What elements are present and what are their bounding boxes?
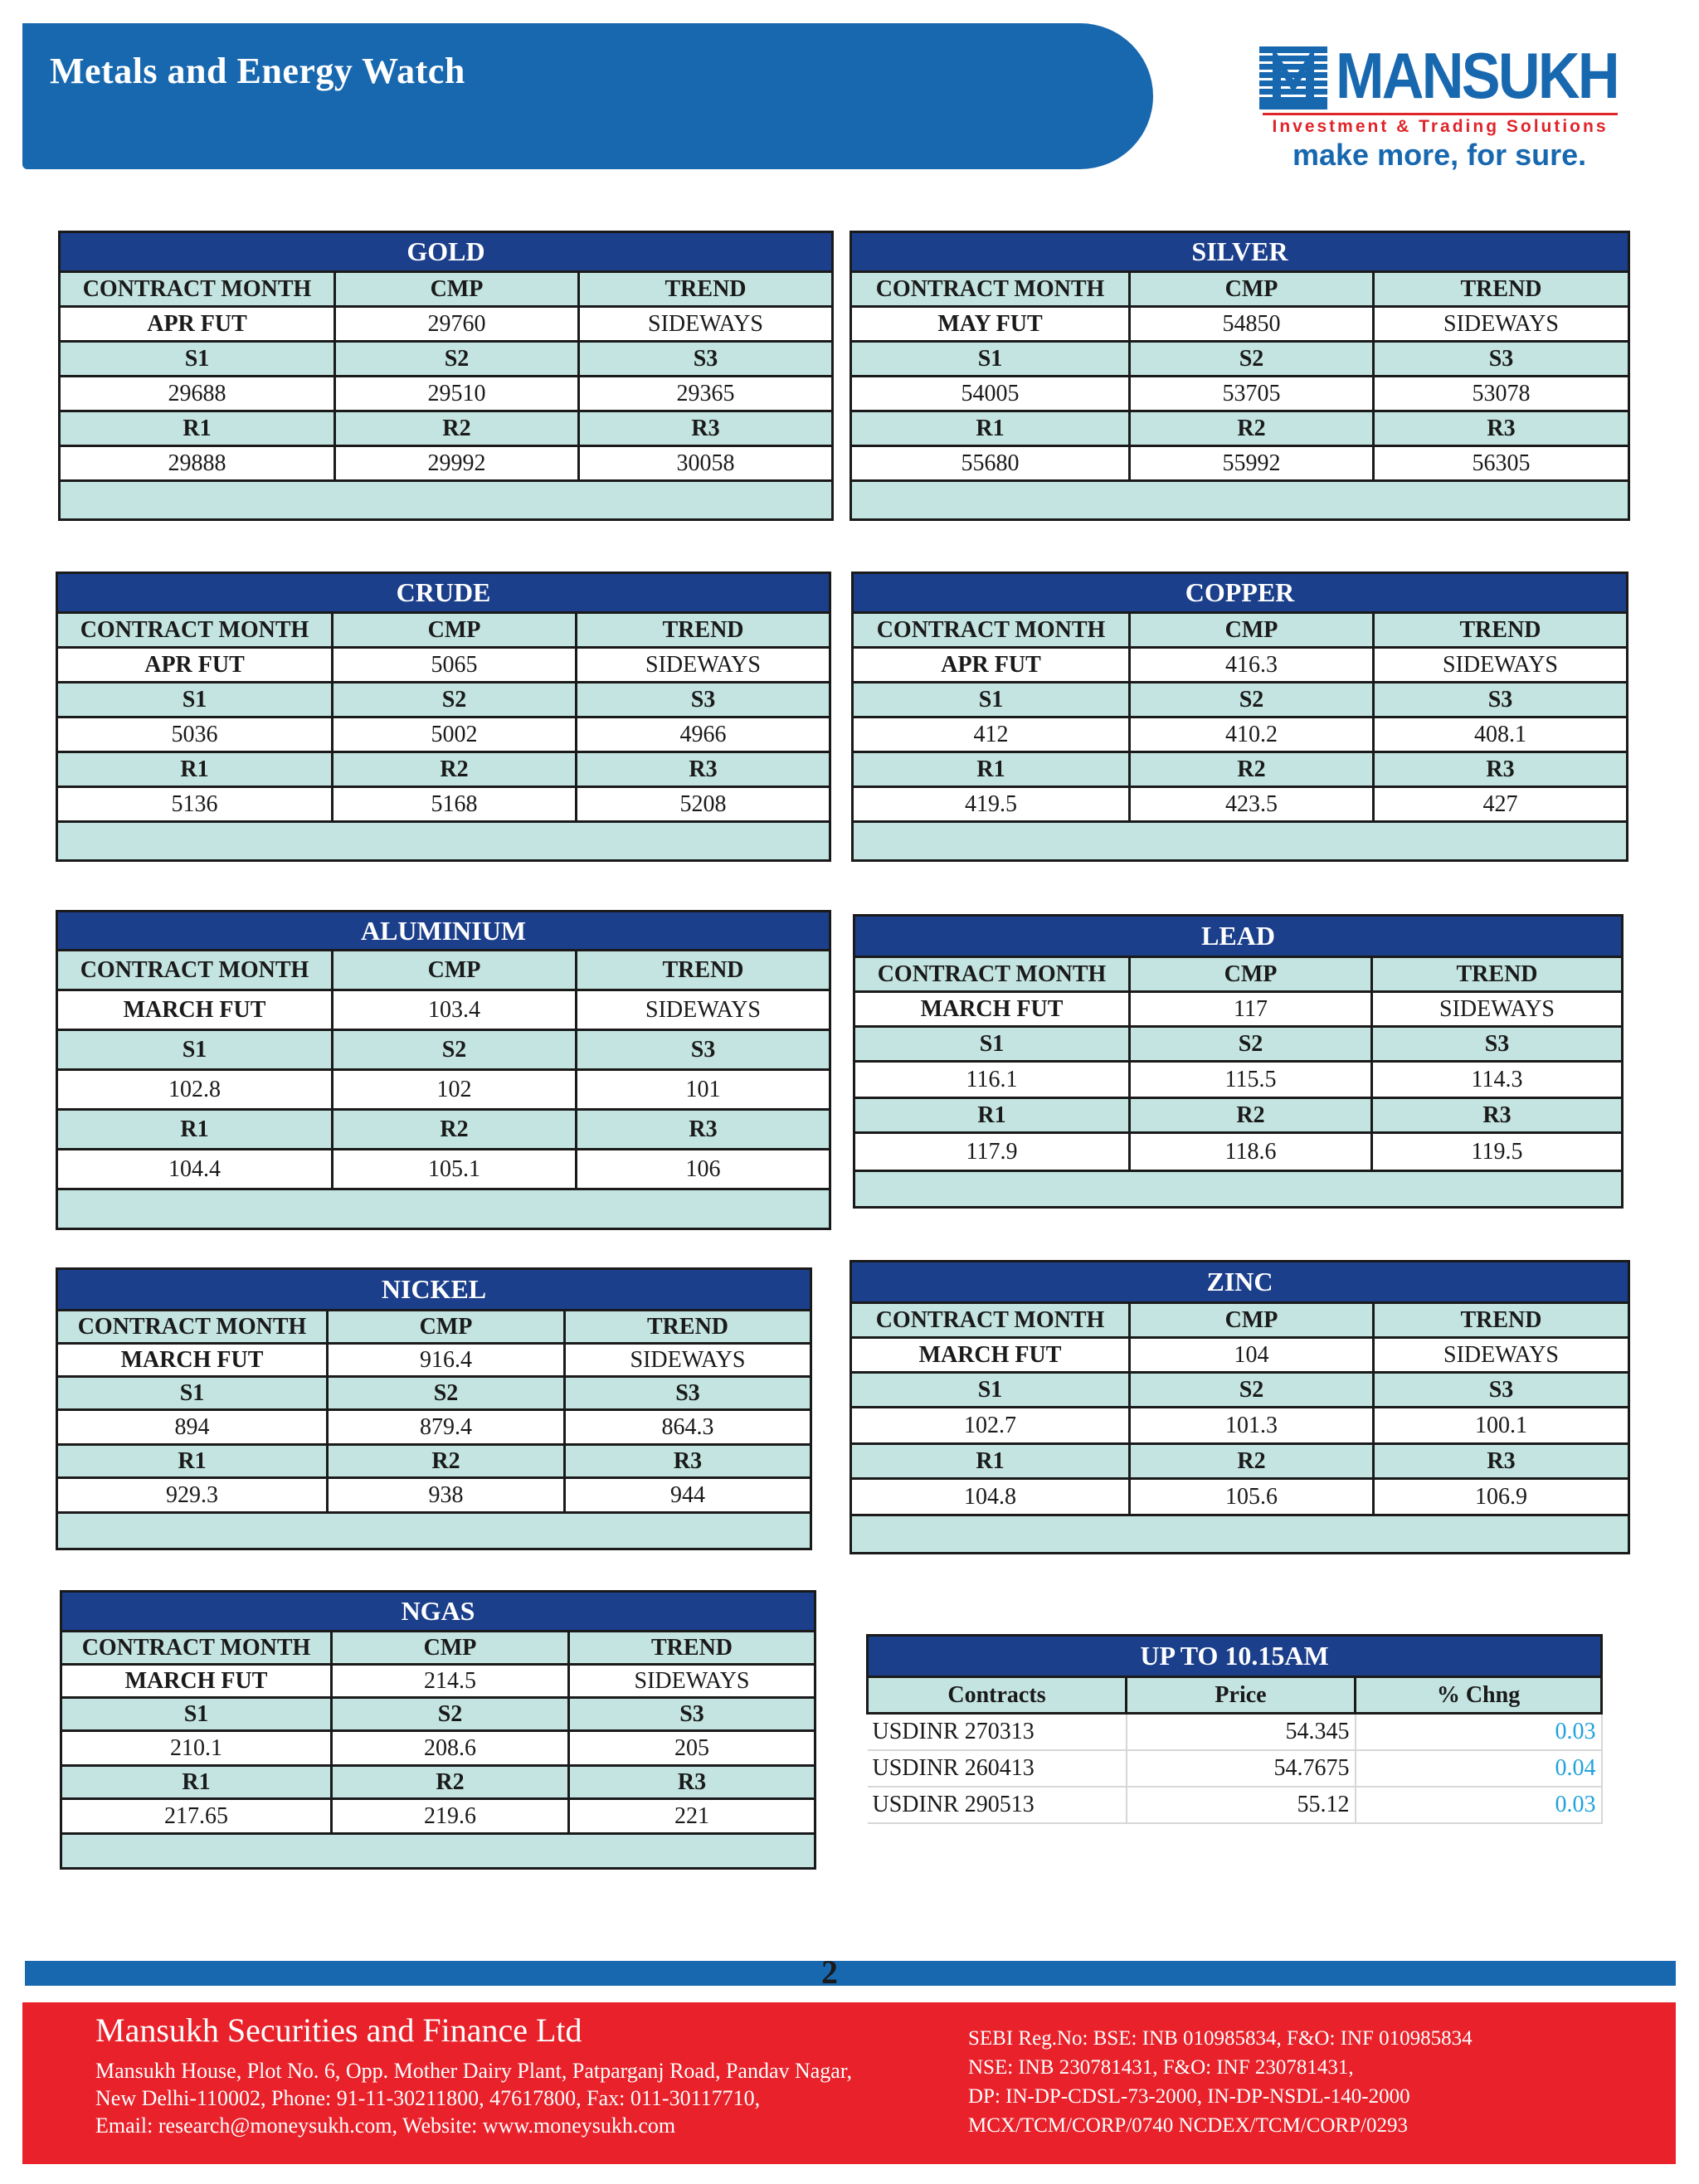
col-header-cmp: CMP — [1130, 1303, 1374, 1338]
table-row — [57, 1030, 830, 1070]
table-row — [60, 272, 833, 307]
col-header-s3: S3 — [577, 683, 830, 717]
col-header-r2: R2 — [1130, 1098, 1372, 1133]
cmp-value: 916.4 — [328, 1344, 565, 1377]
table-row — [57, 1311, 811, 1344]
change-cell: 0.04 — [1356, 1750, 1602, 1787]
s2-value: 5002 — [333, 717, 577, 752]
table-row — [60, 307, 833, 342]
s3-value: 205 — [569, 1731, 815, 1766]
copper-table — [851, 572, 1628, 862]
col-header-s1: S1 — [60, 342, 335, 377]
s2-value: 102 — [333, 1070, 577, 1110]
col-header-cmp: CMP — [333, 613, 577, 648]
col-header-contract-month: CONTRACT MONTH — [854, 957, 1130, 992]
r2-value: 55992 — [1130, 446, 1374, 481]
col-header-contract-month: CONTRACT MONTH — [851, 272, 1130, 307]
col-header-s1: S1 — [853, 683, 1130, 717]
r3-value: 221 — [569, 1799, 815, 1834]
r3-value: 30058 — [579, 446, 833, 481]
col-header-price: Price — [1127, 1677, 1356, 1714]
table-row — [851, 342, 1629, 377]
s3-value: 408.1 — [1374, 717, 1628, 752]
r2-value: 29992 — [335, 446, 579, 481]
s1-value: 5036 — [57, 717, 333, 752]
col-header-r2: R2 — [328, 1445, 565, 1478]
r2-value: 118.6 — [1130, 1133, 1372, 1171]
contract-month-value: MAY FUT — [851, 307, 1130, 342]
col-header-s1: S1 — [57, 1030, 333, 1070]
col-header-trend: TREND — [1374, 272, 1629, 307]
table-footer-row — [57, 822, 830, 861]
s3-value: 101 — [577, 1070, 830, 1110]
table-row — [57, 1070, 830, 1110]
col-header-cmp: CMP — [1130, 957, 1372, 992]
col-header-s1: S1 — [57, 683, 333, 717]
col-header-s1: S1 — [57, 1377, 328, 1410]
col-header-r1: R1 — [57, 752, 333, 787]
price-cell: 54.7675 — [1127, 1750, 1356, 1787]
table-footer-row — [61, 1834, 815, 1869]
col-header-s3: S3 — [1372, 1027, 1623, 1062]
s3-value: 864.3 — [565, 1410, 811, 1445]
header-band — [22, 23, 1153, 169]
table-row — [851, 1338, 1629, 1373]
col-header-r3: R3 — [1374, 752, 1628, 787]
footer-reg-line: MCX/TCM/CORP/0740 NCDEX/TCM/CORP/0293 — [968, 2114, 1408, 2137]
r2-value: 938 — [328, 1478, 565, 1513]
s3-value: 100.1 — [1374, 1408, 1629, 1444]
table-row — [61, 1731, 815, 1766]
col-header-s2: S2 — [1130, 1027, 1372, 1062]
col-header-r3: R3 — [579, 411, 833, 446]
table-row — [851, 411, 1629, 446]
contract-month-value: APR FUT — [853, 648, 1130, 683]
col-header-s3: S3 — [1374, 683, 1628, 717]
table-row — [854, 1098, 1623, 1133]
col-header-trend: TREND — [569, 1632, 815, 1665]
footer-company: Mansukh Securities and Finance Ltd — [95, 2011, 582, 2049]
r1-value: 55680 — [851, 446, 1130, 481]
table-footer-row — [854, 1171, 1623, 1208]
s1-value: 116.1 — [854, 1062, 1130, 1098]
table-row — [851, 446, 1629, 481]
s3-value: 53078 — [1374, 377, 1629, 411]
col-header-r3: R3 — [569, 1766, 815, 1799]
col-header-r2: R2 — [335, 411, 579, 446]
r2-value: 219.6 — [332, 1799, 569, 1834]
contract-month-value: APR FUT — [57, 648, 333, 683]
contract-month-value: APR FUT — [60, 307, 335, 342]
col-header-r3: R3 — [565, 1445, 811, 1478]
col-header-r2: R2 — [332, 1766, 569, 1799]
s3-value: 4966 — [577, 717, 830, 752]
table-row — [61, 1665, 815, 1698]
table-row — [57, 1344, 811, 1377]
lead-table-title: LEAD — [854, 916, 1623, 957]
aluminium-table-title: ALUMINIUM — [57, 912, 830, 951]
col-header-r3: R3 — [577, 1110, 830, 1150]
zinc-table — [850, 1260, 1630, 1554]
s1-value: 102.7 — [851, 1408, 1130, 1444]
trend-value: SIDEWAYS — [577, 990, 830, 1030]
s1-value: 29688 — [60, 377, 335, 411]
trend-value: SIDEWAYS — [569, 1665, 815, 1698]
col-header-trend: TREND — [565, 1311, 811, 1344]
gold-table-title: GOLD — [60, 232, 833, 272]
table-row — [57, 613, 830, 648]
footer-address — [95, 2057, 852, 2139]
col-header-r1: R1 — [57, 1445, 328, 1478]
col-header-r3: R3 — [1374, 1444, 1629, 1479]
col-header-cmp: CMP — [1130, 272, 1374, 307]
cmp-value: 29760 — [335, 307, 579, 342]
table-footer-row — [851, 1515, 1629, 1554]
col-header-s2: S2 — [328, 1377, 565, 1410]
col-header-s2: S2 — [1130, 683, 1374, 717]
table-row — [61, 1632, 815, 1665]
table-row — [854, 1133, 1623, 1171]
col-header-trend: TREND — [579, 272, 833, 307]
table-footer-row — [57, 1189, 830, 1229]
page-number-bar — [25, 1961, 1676, 1986]
table-row — [851, 1373, 1629, 1408]
silver-table — [850, 231, 1630, 521]
footer — [22, 2002, 1676, 2164]
footer-reg-line: NSE: INB 230781431, F&O: INF 230781431, — [968, 2056, 1354, 2079]
table-row — [851, 1444, 1629, 1479]
col-header-r2: R2 — [1130, 411, 1374, 446]
contract-month-value: MARCH FUT — [57, 1344, 328, 1377]
col-header-s1: S1 — [61, 1698, 332, 1731]
col-header-r2: R2 — [1130, 1444, 1374, 1479]
col-header-contracts: Contracts — [868, 1677, 1127, 1714]
table-row — [854, 957, 1623, 992]
table-row — [868, 1750, 1602, 1787]
col-header-s2: S2 — [333, 1030, 577, 1070]
page-title: Metals and Energy Watch — [50, 51, 465, 91]
s1-value: 894 — [57, 1410, 328, 1445]
table-row — [57, 648, 830, 683]
contract-month-value: MARCH FUT — [851, 1338, 1130, 1373]
change-cell: 0.03 — [1356, 1714, 1602, 1750]
cmp-value: 103.4 — [333, 990, 577, 1030]
col-header-trend: TREND — [1372, 957, 1623, 992]
brand-tagline: make more, for sure. — [1293, 138, 1587, 172]
r3-value: 944 — [565, 1478, 811, 1513]
r1-value: 104.4 — [57, 1150, 333, 1189]
s2-value: 879.4 — [328, 1410, 565, 1445]
trend-value: SIDEWAYS — [565, 1344, 811, 1377]
r3-value: 106.9 — [1374, 1479, 1629, 1515]
col-header-trend: TREND — [1374, 1303, 1629, 1338]
s2-value: 29510 — [335, 377, 579, 411]
brand-name: MANSUKH — [1336, 39, 1618, 112]
mansukh-m-icon — [1259, 46, 1327, 109]
gold-table — [58, 231, 834, 521]
table-row — [851, 307, 1629, 342]
table-row — [61, 1698, 815, 1731]
col-header-contract-month: CONTRACT MONTH — [60, 272, 335, 307]
r3-value: 106 — [577, 1150, 830, 1189]
col-header-contract-month: CONTRACT MONTH — [57, 1311, 328, 1344]
table-row — [57, 951, 830, 990]
table-footer-row — [60, 481, 833, 520]
col-header-s3: S3 — [579, 342, 833, 377]
ngas-table — [60, 1590, 816, 1870]
trend-value: SIDEWAYS — [1372, 992, 1623, 1027]
table-row — [853, 613, 1628, 648]
col-header-r1: R1 — [57, 1110, 333, 1150]
aluminium-table — [56, 910, 831, 1230]
cmp-value: 214.5 — [332, 1665, 569, 1698]
col-header-r3: R3 — [577, 752, 830, 787]
r1-value: 104.8 — [851, 1479, 1130, 1515]
col-header-contract-month: CONTRACT MONTH — [851, 1303, 1130, 1338]
col-header-s3: S3 — [569, 1698, 815, 1731]
s1-value: 412 — [853, 717, 1130, 752]
col-header-s2: S2 — [332, 1698, 569, 1731]
trend-value: SIDEWAYS — [1374, 1338, 1629, 1373]
usdinr-table — [866, 1634, 1603, 1824]
col-header-r3: R3 — [1374, 411, 1629, 446]
col-header-contract-month: CONTRACT MONTH — [57, 951, 333, 990]
table-row — [57, 787, 830, 822]
col-header-cmp: CMP — [332, 1632, 569, 1665]
col-header-r2: R2 — [333, 752, 577, 787]
s3-value: 114.3 — [1372, 1062, 1623, 1098]
s2-value: 115.5 — [1130, 1062, 1372, 1098]
table-row — [851, 272, 1629, 307]
table-row — [57, 1150, 830, 1189]
r1-value: 217.65 — [61, 1799, 332, 1834]
brand-subtitle: Investment & Trading Solutions — [1263, 113, 1618, 137]
table-footer-row — [57, 1513, 811, 1549]
footer-address-line: Mansukh House, Plot No. 6, Opp. Mother Dairy Plant, Patparganj Road, Pandav Nagar, — [95, 2059, 852, 2083]
nickel-table — [56, 1267, 812, 1550]
col-header-r1: R1 — [851, 1444, 1130, 1479]
table-row — [61, 1766, 815, 1799]
lead-table — [853, 914, 1624, 1209]
r3-value: 5208 — [577, 787, 830, 822]
table-row — [60, 342, 833, 377]
table-row — [60, 411, 833, 446]
r1-value: 929.3 — [57, 1478, 328, 1513]
col-header-cmp: CMP — [333, 951, 577, 990]
col-header-trend: TREND — [577, 613, 830, 648]
col-header-s2: S2 — [333, 683, 577, 717]
footer-reg-line: SEBI Reg.No: BSE: INB 010985834, F&O: INF 010985834 — [968, 2027, 1473, 2050]
table-row — [851, 377, 1629, 411]
trend-value: SIDEWAYS — [1374, 648, 1628, 683]
page-number: 2 — [821, 1953, 838, 1991]
table-row — [60, 377, 833, 411]
col-header-r1: R1 — [851, 411, 1130, 446]
r1-value: 5136 — [57, 787, 333, 822]
table-row — [61, 1799, 815, 1834]
table-row — [851, 1303, 1629, 1338]
table-row — [57, 1377, 811, 1410]
table-row — [868, 1714, 1602, 1750]
table-footer-row — [851, 481, 1629, 520]
table-row — [851, 1479, 1629, 1515]
table-row — [57, 1478, 811, 1513]
table-row — [57, 752, 830, 787]
cmp-value: 54850 — [1130, 307, 1374, 342]
contract-month-value: MARCH FUT — [854, 992, 1130, 1027]
col-header-contract-month: CONTRACT MONTH — [61, 1632, 332, 1665]
crude-table-title: CRUDE — [57, 573, 830, 613]
col-header-cmp: CMP — [328, 1311, 565, 1344]
r3-value: 56305 — [1374, 446, 1629, 481]
col-header-r1: R1 — [853, 752, 1130, 787]
col-header-r1: R1 — [854, 1098, 1130, 1133]
crude-table — [56, 572, 831, 862]
s2-value: 410.2 — [1130, 717, 1374, 752]
r2-value: 105.6 — [1130, 1479, 1374, 1515]
contract-month-value: MARCH FUT — [61, 1665, 332, 1698]
r1-value: 29888 — [60, 446, 335, 481]
col-header-s3: S3 — [565, 1377, 811, 1410]
r1-value: 117.9 — [854, 1133, 1130, 1171]
table-row — [853, 683, 1628, 717]
nickel-table-title: NICKEL — [57, 1269, 811, 1311]
s1-value: 54005 — [851, 377, 1130, 411]
table-row — [854, 1027, 1623, 1062]
col-header-r1: R1 — [61, 1766, 332, 1799]
table-row — [853, 752, 1628, 787]
table-row — [854, 1062, 1623, 1098]
col-header-trend: TREND — [1374, 613, 1628, 648]
col-header-contract-month: CONTRACT MONTH — [57, 613, 333, 648]
table-row — [853, 787, 1628, 822]
price-cell: 54.345 — [1127, 1714, 1356, 1750]
cmp-value: 5065 — [333, 648, 577, 683]
col-header-cmp: CMP — [335, 272, 579, 307]
contract-cell: USDINR 290513 — [868, 1787, 1127, 1823]
col-header-trend: TREND — [577, 951, 830, 990]
s2-value: 101.3 — [1130, 1408, 1374, 1444]
footer-registration — [968, 2024, 1473, 2140]
ngas-table-title: NGAS — [61, 1592, 815, 1632]
table-row — [60, 446, 833, 481]
s1-value: 210.1 — [61, 1731, 332, 1766]
s3-value: 29365 — [579, 377, 833, 411]
table-row — [57, 683, 830, 717]
r1-value: 419.5 — [853, 787, 1130, 822]
footer-reg-line: DP: IN-DP-CDSL-73-2000, IN-DP-NSDL-140-2000 — [968, 2085, 1410, 2108]
footer-address-line: New Delhi-110002, Phone: 91-11-30211800, 47617800, Fax: 011-30117710, — [95, 2086, 761, 2110]
col-header-s3: S3 — [1374, 1373, 1629, 1408]
s1-value: 102.8 — [57, 1070, 333, 1110]
s2-value: 53705 — [1130, 377, 1374, 411]
footer-contact-line: Email: research@moneysukh.com, Website: www.moneysukh.com — [95, 2113, 676, 2138]
table-row — [57, 1410, 811, 1445]
mansukh-logo — [1259, 39, 1618, 176]
col-header-r2: R2 — [333, 1110, 577, 1150]
col-header-s2: S2 — [335, 342, 579, 377]
table-row — [854, 992, 1623, 1027]
s2-value: 208.6 — [332, 1731, 569, 1766]
table-row — [853, 717, 1628, 752]
r2-value: 5168 — [333, 787, 577, 822]
col-header-s3: S3 — [1374, 342, 1629, 377]
table-row — [57, 990, 830, 1030]
silver-table-title: SILVER — [851, 232, 1629, 272]
cmp-value: 416.3 — [1130, 648, 1374, 683]
table-row — [868, 1787, 1602, 1823]
contract-month-value: MARCH FUT — [57, 990, 333, 1030]
contract-cell: USDINR 260413 — [868, 1750, 1127, 1787]
col-header-s1: S1 — [851, 342, 1130, 377]
trend-value: SIDEWAYS — [579, 307, 833, 342]
col-header-s1: S1 — [851, 1373, 1130, 1408]
trend-value: SIDEWAYS — [1374, 307, 1629, 342]
r3-value: 119.5 — [1372, 1133, 1623, 1171]
col-header-s2: S2 — [1130, 342, 1374, 377]
col-header-s2: S2 — [1130, 1373, 1374, 1408]
col-header-cmp: CMP — [1130, 613, 1374, 648]
cmp-value: 117 — [1130, 992, 1372, 1027]
col-header-contract-month: CONTRACT MONTH — [853, 613, 1130, 648]
table-row — [57, 1110, 830, 1150]
col-header-change: % Chng — [1356, 1677, 1602, 1714]
col-header-s3: S3 — [577, 1030, 830, 1070]
table-row — [853, 648, 1628, 683]
cmp-value: 104 — [1130, 1338, 1374, 1373]
trend-value: SIDEWAYS — [577, 648, 830, 683]
col-header-r1: R1 — [60, 411, 335, 446]
col-header-r2: R2 — [1130, 752, 1374, 787]
zinc-table-title: ZINC — [851, 1262, 1629, 1303]
table-row — [57, 1445, 811, 1478]
col-header-r3: R3 — [1372, 1098, 1623, 1133]
r3-value: 427 — [1374, 787, 1628, 822]
price-cell: 55.12 — [1127, 1787, 1356, 1823]
change-cell: 0.03 — [1356, 1787, 1602, 1823]
col-header-s1: S1 — [854, 1027, 1130, 1062]
table-row — [57, 717, 830, 752]
usdinr-table-title: UP TO 10.15AM — [868, 1636, 1602, 1677]
table-footer-row — [853, 822, 1628, 861]
r2-value: 105.1 — [333, 1150, 577, 1189]
contract-cell: USDINR 270313 — [868, 1714, 1127, 1750]
copper-table-title: COPPER — [853, 573, 1628, 613]
r2-value: 423.5 — [1130, 787, 1374, 822]
table-row — [851, 1408, 1629, 1444]
